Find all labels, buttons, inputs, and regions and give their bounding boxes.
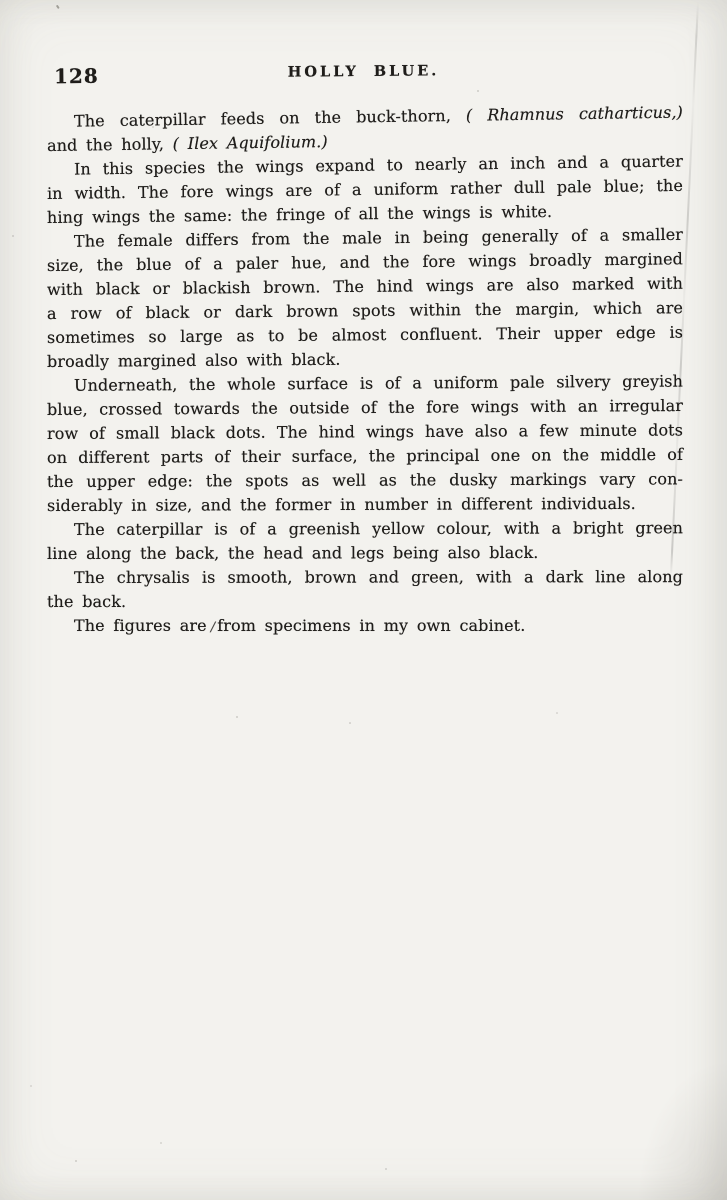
text-line: a row of black or dark brown spots within the margin, which are (46, 298, 684, 323)
scan-speck (385, 1168, 387, 1170)
text-line: and the holly, ( Ilex Aquifolium.) (46, 132, 328, 155)
paragraph (46, 371, 684, 518)
paragraph (46, 151, 684, 230)
scan-corner-shade (637, 1060, 727, 1200)
scan-speck (160, 1142, 162, 1144)
paragraph (46, 224, 684, 374)
page-text (46, 102, 684, 638)
text-line: blue, crossed towards the outside of the fore wings with an irregular (46, 395, 684, 419)
text-line: Underneath, the whole surface is of a uniform pale silvery greyish (73, 371, 684, 395)
scan-speck (56, 5, 60, 9)
text-line: size, the blue of a paler hue, and the fore wings broadly margined (46, 249, 684, 275)
text-line: with black or blackish brown. The hind wings are also marked with (46, 273, 684, 299)
running-header: HOLLY BLUE. (287, 62, 440, 81)
text-line: The caterpillar feeds on the buck-thorn, ( Rhamnus catharticus,) (73, 102, 684, 131)
text-line: in width. The fore wings are of a uniform rather dull pale blue; the (46, 175, 684, 203)
paragraph (47, 518, 683, 566)
text-line: sometimes so large as to be almost confluent. Their upper edge is (46, 322, 684, 347)
text-line: In this species the wings expand to nearly an inch and a quarter (73, 151, 684, 179)
scan-speck (236, 716, 238, 718)
scan-speck (477, 90, 479, 92)
text-line: hing wings the same: the fringe of all the wings is white. (46, 201, 553, 227)
text-line: on different parts of their surface, the principal one on the middle of (46, 444, 684, 467)
text-line: The chrysalis is smooth, brown and green, with a dark line along (73, 567, 684, 587)
text-line: siderably in size, and the former in number in different individuals. (46, 493, 636, 515)
scan-speck (30, 1085, 32, 1087)
scan-speck (75, 1160, 77, 1162)
text-line: row of small black dots. The hind wings have also a few minute dots (46, 420, 684, 443)
text-line: The female differs from the male in being generally of a smaller (73, 224, 684, 251)
scan-speck (349, 722, 351, 724)
text-line: broadly margined also with black. (46, 349, 341, 371)
scan-speck (556, 712, 558, 714)
text-line: line along the back, the head and legs being also black. (46, 542, 539, 563)
ink-mark: / (210, 620, 216, 635)
scan-speck (12, 235, 14, 237)
paragraph (47, 566, 683, 614)
scan-speck (152, 126, 154, 128)
text-line: the back. (46, 591, 127, 611)
text-line: The figures are / from specimens in my own cabinet. (74, 616, 526, 635)
text-line: The caterpillar is of a greenish yellow colour, with a bright green (73, 518, 684, 539)
text-line: the upper edge: the spots as well as the dusky markings vary con- (46, 469, 684, 491)
paragraph (47, 614, 683, 638)
page-number: 128 (53, 63, 99, 89)
